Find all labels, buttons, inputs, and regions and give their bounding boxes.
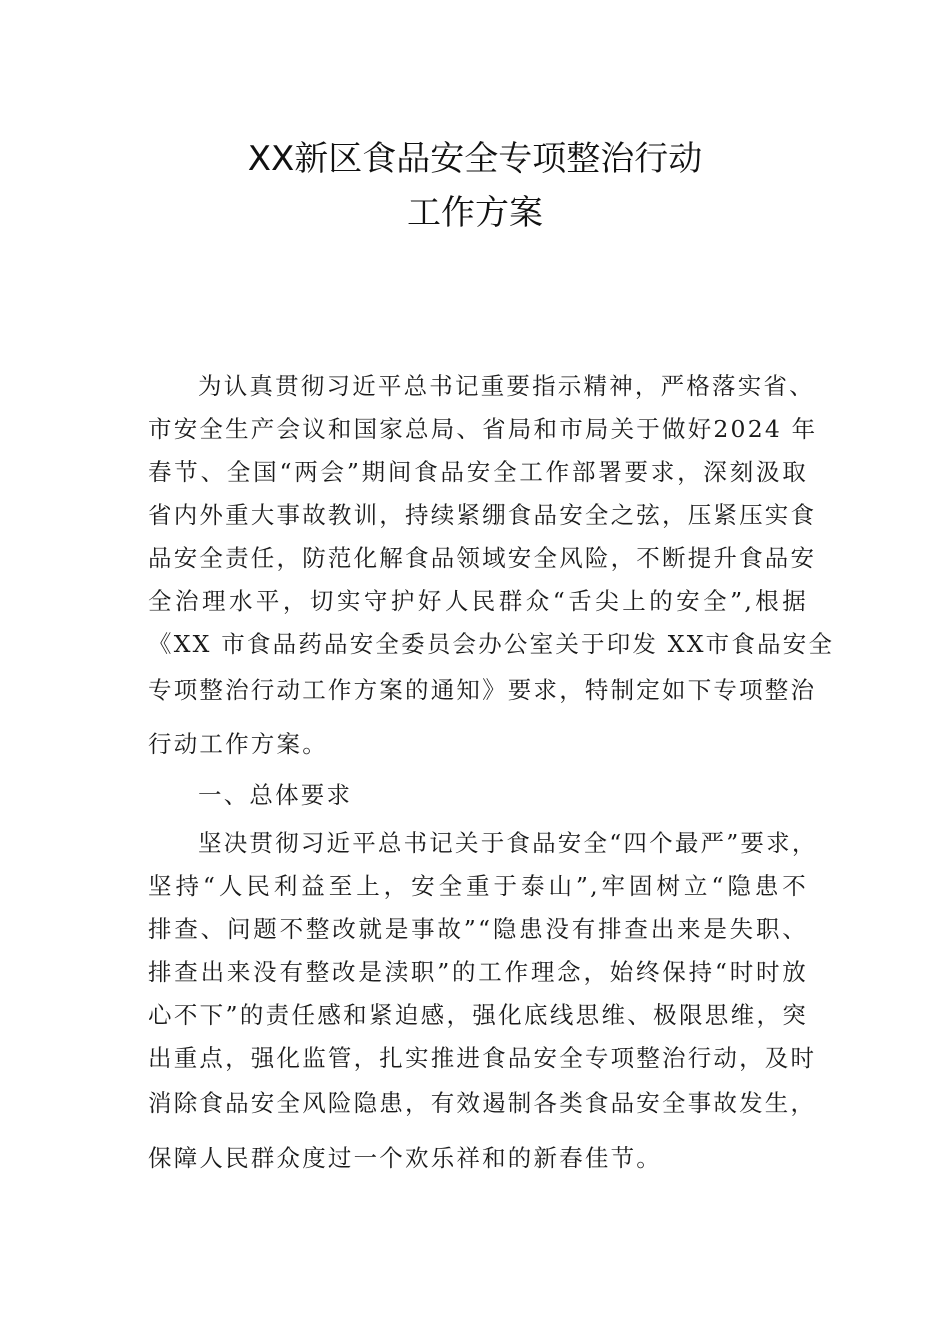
section-line: 排查出来没有整改是渎职”的工作理念，始终保持“时时放 <box>148 958 808 986</box>
section-line: 消除食品安全风险隐患，有效遏制各类食品安全事故发生， <box>148 1089 817 1117</box>
section-line: 坚决贯彻习近平总书记关于食品安全“四个最严”要求， <box>198 829 818 857</box>
title-line-2: 工作方案 <box>407 193 543 233</box>
intro-line: 品安全责任，防范化解食品领域安全风险，不断提升食品安 <box>148 544 817 572</box>
intro-line: 全治理水平，切实守护好人民群众“舌尖上的安全”,根据 <box>148 587 808 615</box>
section-heading: 一、总体要求 <box>198 781 353 809</box>
section-line: 坚持“人民利益至上，安全重于泰山”,牢固树立“隐患不 <box>148 872 808 900</box>
intro-line: 市安全生产会议和国家总局、省局和市局关于做好2024 年 <box>148 415 818 443</box>
title-line-1: XX新区食品安全专项整治行动 <box>247 139 703 179</box>
intro-line: 省内外重大事故教训，持续紧绷食品安全之弦，压紧压实食 <box>148 501 817 529</box>
intro-line: 《XX 市食品药品安全委员会办公室关于印发 XX市食品安全 <box>148 630 835 658</box>
document-title <box>0 132 950 240</box>
section-line: 保障人民群众度过一个欢乐祥和的新春佳节。 <box>148 1144 662 1172</box>
intro-line: 为认真贯彻习近平总书记重要指示精神，严格落实省、 <box>198 372 815 400</box>
section-line: 心不下”的责任感和紧迫感，强化底线思维、极限思维，突 <box>148 1001 808 1029</box>
intro-line: 行动工作方案。 <box>148 730 328 758</box>
intro-line: 春节、全国“两会”期间食品安全工作部署要求，深刻汲取 <box>148 458 808 486</box>
intro-line: 专项整治行动工作方案的通知》要求，特制定如下专项整治 <box>148 676 817 704</box>
section-line: 排查、问题不整改就是事故”“隐患没有排查出来是失职、 <box>148 915 808 943</box>
section-line: 出重点，强化监管，扎实推进食品安全专项整治行动，及时 <box>148 1044 817 1072</box>
